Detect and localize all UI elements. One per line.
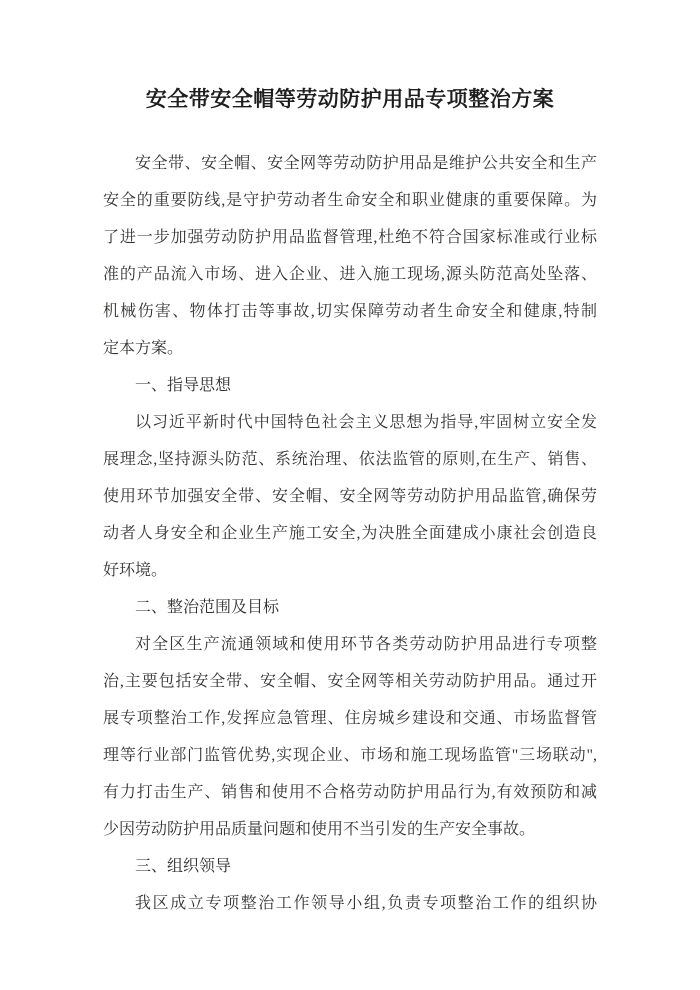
section-heading: 二、整治范围及目标: [135, 599, 280, 616]
text-line: 有力打击生产、销售和使用不合格劳动防护用品行为,有效预防和减: [103, 784, 597, 801]
text-line: 好环境。: [103, 562, 168, 579]
section-heading: 三、组织领导: [135, 858, 232, 875]
text-line: 准的产品流入市场、进入企业、进入施工现场,源头防范高处坠落、: [103, 266, 597, 283]
text-line: 理等行业部门监管优势,实现企业、市场和施工现场监管"三场联动",: [103, 747, 597, 764]
text-line: 少因劳动防护用品质量问题和使用不当引发的生产安全事故。: [103, 821, 536, 838]
text-line: 展理念,坚持源头防范、系统治理、依法监管的原则,在生产、销售、: [103, 451, 597, 468]
section-heading: 一、指导思想: [135, 377, 232, 394]
text-line: 机械伤害、物体打击等事故,切实保障劳动者生命安全和健康,特制: [103, 303, 597, 320]
text-line: 了进一步加强劳动防护用品监督管理,杜绝不符合国家标准或行业标: [103, 229, 597, 246]
text-line: 定本方案。: [103, 340, 184, 357]
document-title: 安全带安全帽等劳动防护用品专项整治方案: [145, 87, 555, 111]
document-body: [103, 145, 597, 922]
text-line: 以习近平新时代中国特色社会主义思想为指导,牢固树立安全发: [135, 414, 597, 431]
text-line: 对全区生产流通领域和使用环节各类劳动防护用品进行专项整: [135, 636, 597, 653]
text-line: 我区成立专项整治工作领导小组,负责专项整治工作的组织协: [135, 895, 597, 912]
text-line: 使用环节加强安全带、安全帽、安全网等劳动防护用品监管,确保劳: [103, 488, 597, 505]
text-line: 安全带、安全帽、安全网等劳动防护用品是维护公共安全和生产: [135, 155, 597, 172]
text-line: 动者人身安全和企业生产施工安全,为决胜全面建成小康社会创造良: [103, 525, 597, 542]
text-line: 治,主要包括安全带、安全帽、安全网等相关劳动防护用品。通过开: [103, 673, 597, 690]
text-line: 展专项整治工作,发挥应急管理、住房城乡建设和交通、市场监督管: [103, 710, 597, 727]
text-line: 安全的重要防线,是守护劳动者生命安全和职业健康的重要保障。为: [103, 192, 597, 209]
